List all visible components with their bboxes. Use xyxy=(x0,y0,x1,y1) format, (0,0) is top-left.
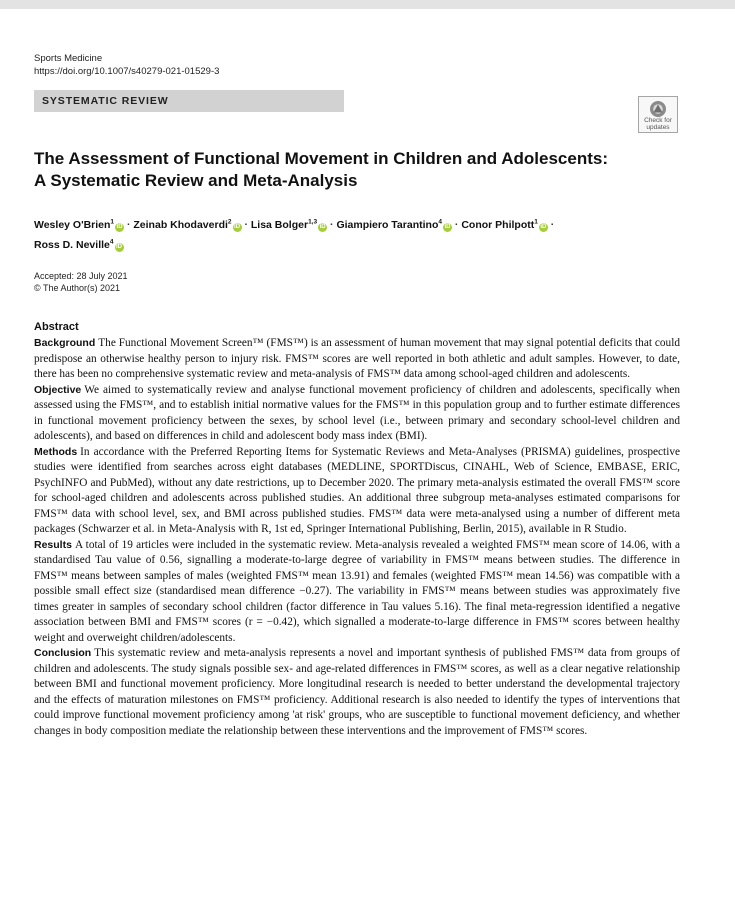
section-text: The Functional Movement Screen™ (FMS™) is an assessment of human movement that may signal potential deficits that could predispose an otherwise healthy person to injury risk. FMS™ scores are well reported in both athletic and adult samples. However, to date, there has been no comprehensive systematic review and meta-analysis of FMS™ data among school-aged children and adolescents. xyxy=(34,337,680,380)
abstract-background xyxy=(34,336,680,383)
accepted-date: Accepted: 28 July 2021 xyxy=(34,271,128,281)
title-line-2: A Systematic Review and Meta-Analysis xyxy=(34,171,358,190)
author-separator: · xyxy=(244,218,248,231)
author-separator: · xyxy=(330,218,334,231)
section-text: We aimed to systematically review and analyse functional movement proficiency of children and adolescents, specifically when assessed using the FMS™, and to establish initial normative values for the FMS™ in this population group and to further estimate differences in functional movement proficiency between the sexes, by school level (i.e., between primary and secondary school-level children and adolescents), and based on differences in child and adolescent body mass index (BMI). xyxy=(34,383,680,442)
check-for-updates-badge[interactable] xyxy=(638,96,678,133)
abstract xyxy=(34,319,680,739)
author[interactable] xyxy=(34,219,124,231)
author[interactable] xyxy=(133,219,241,231)
section-label: Conclusion xyxy=(34,647,92,659)
section-text: This systematic review and meta-analysis represents a novel and important synthesis of published FMS™ data from groups of children and adolescents. The study signals possible sex- and age-related differences in FMS™ scores, as well as a clear negative relationship between BMI and functional movement proficiency. More longitudinal research is needed to better understand the developmental trajectory and the effects of maturation milestones on FMS™ proficiency. Additional research is also needed to identify the types of interventions that could improve functional movement proficiency among 'at risk' groups, who are susceptible to functional movement deficiency, and whether changes in body composition mediate the relationship between these interventions and the improvement of FMS™ scores. xyxy=(34,647,680,737)
check-label-2: updates xyxy=(646,123,670,131)
abstract-heading: Abstract xyxy=(34,321,79,333)
orcid-icon[interactable]: iD xyxy=(319,223,326,230)
section-text: A total of 19 articles were included in the systematic review. Meta-analysis revealed a weighted FMS™ mean score of 14.06, with a standardised Tau value of 0.56, signalling a moderate-to-large degree of variability in FMS™ means between studies. The difference in FMS™ means between samples of males (weighted FMS™ mean 13.91) and females (weighted FMS™ mean 14.56) was compatible with a possible small effect size (standardised mean difference −0.27). The variability in FMS™ means between studies was approximately five times greater in samples of secondary school children (factor difference in Tau values 5.16). The final meta-regression identified a negative association between BMI and FMS™ scores (r = −0.42), which signalled a moderate-to-large difference in FMS™ scores between healthy weight and overweight children/adolescents. xyxy=(34,538,680,644)
check-for-updates-icon xyxy=(649,100,667,118)
orcid-icon[interactable]: iD xyxy=(444,223,451,230)
author-affiliation: 1 xyxy=(534,218,538,225)
article-type-banner: SYSTEMATIC REVIEW xyxy=(34,90,344,112)
abstract-results xyxy=(34,538,680,647)
orcid-icon[interactable]: iD xyxy=(540,223,547,230)
author[interactable] xyxy=(34,239,124,251)
author-name: Ross D. Neville xyxy=(34,239,110,251)
abstract-conclusion xyxy=(34,646,680,739)
author-affiliation: 2 xyxy=(227,218,232,225)
author[interactable] xyxy=(461,219,548,231)
copyright: © The Author(s) 2021 xyxy=(34,283,121,293)
author-affiliation: 1,3 xyxy=(308,218,318,225)
section-label: Methods xyxy=(34,445,78,458)
author-affiliation: 4 xyxy=(109,238,114,246)
orcid-icon[interactable]: iD xyxy=(116,244,122,250)
publication-dates xyxy=(34,270,128,294)
journal-name: Sports Medicine xyxy=(34,53,103,64)
section-label: Objective xyxy=(34,383,82,396)
author-name: Zeinab Khodaverdi xyxy=(133,218,228,231)
orcid-icon[interactable]: iD xyxy=(116,223,123,230)
author-name: Giampiero Tarantino xyxy=(336,218,439,231)
section-label: Results xyxy=(34,538,72,551)
author-name: Lisa Bolger xyxy=(250,218,309,231)
abstract-methods xyxy=(34,445,680,538)
author-separator: · xyxy=(126,218,131,231)
orcid-icon[interactable]: iD xyxy=(234,223,241,230)
abstract-objective xyxy=(34,383,680,445)
author-name: Conor Philpott xyxy=(461,218,535,231)
author-affiliation: 4 xyxy=(438,218,442,225)
author[interactable] xyxy=(336,219,452,231)
title-line-1: The Assessment of Functional Movement in Children and Adolescents: xyxy=(34,149,608,168)
article-title xyxy=(34,148,674,192)
check-label-1: Check for xyxy=(644,117,672,124)
author-name: Wesley O'Brien xyxy=(34,218,111,231)
author-affiliation: 1 xyxy=(110,218,115,225)
top-bar xyxy=(0,0,735,9)
section-label: Background xyxy=(34,337,96,349)
author[interactable] xyxy=(251,219,327,231)
author-separator: · xyxy=(550,218,555,231)
journal-info xyxy=(34,52,219,78)
author-list xyxy=(34,213,694,254)
author-separator: · xyxy=(454,218,459,231)
section-text: In accordance with the Preferred Reporting Items for Systematic Reviews and Meta-Analyses (PRISMA) guidelines, prospective studies were identified from searches across eight databases (MEDLINE, SPORTDiscus, CINAHL, Web of Science, EMBASE, ERIC, PsychINFO and PubMed), without any date restrictions, up to December 2020. The primary meta-analysis estimated the overall FMS™ score for school-aged children and adolescents across published studies. An additional three subgroup meta-analyses estimated comparisons for FMS™ data with school level, sex, and BMI across published studies. FMS™ data were meta-analysed using a number of different meta packages (Schwarzer et al. in Meta-Analysis with R, 1st ed, Springer International Publishing, Berlin, 2015), available in R Studio. xyxy=(34,445,680,535)
doi-link[interactable]: https://doi.org/10.1007/s40279-021-01529-3 xyxy=(34,66,220,77)
